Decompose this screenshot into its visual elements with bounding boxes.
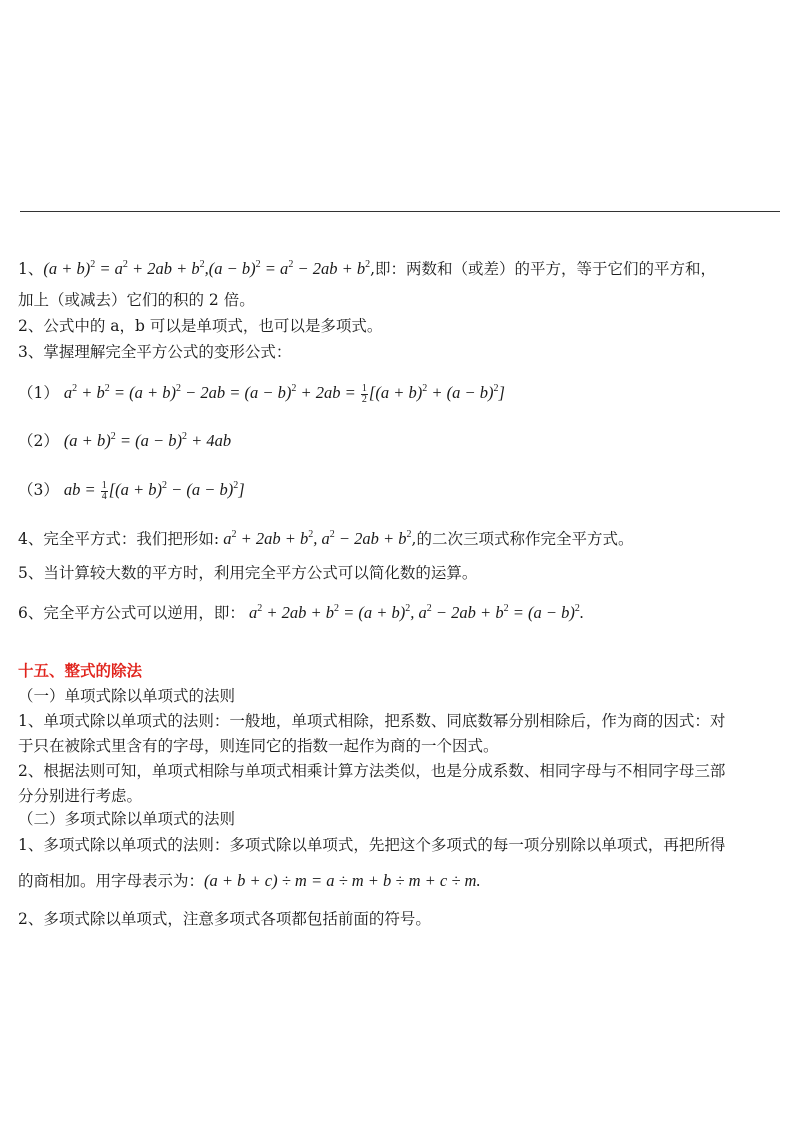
rule-2-line-2: 分分别进行考虑。 [18, 787, 143, 805]
poly-division-formula: (a + b + c) ÷ m = a ÷ m + b ÷ m + c ÷ m. [204, 871, 481, 890]
quarter-fraction: $\frac{1}{4}$ [101, 479, 107, 502]
poly-rule-1-line-2 [18, 870, 481, 892]
item-2: 2、公式中的 a，b 可以是单项式，也可以是多项式。 [18, 317, 383, 335]
variant-1 [18, 378, 505, 405]
variant-1-formula: $a^2 + b^2 = (a + b)^2 - 2ab = (a - b)^2 + 2ab$ = $\frac{1}{2}$ $[(a + b)^2 + (a - b)^2]$ [63, 382, 505, 405]
item-1-continuation: 加上（或减去）它们的积的 2 倍。 [18, 291, 255, 309]
variant-3-formula: ab = $\frac{1}{4}$ $[(a + b)^2 - (a - b)^2]$ [63, 479, 245, 502]
header-rule [20, 211, 780, 212]
variant-2 [18, 426, 231, 452]
poly-rule-2: 2、多项式除以单项式，注意多项式各项都包括前面的符号。 [18, 910, 431, 928]
item-1-number: 1、 [18, 260, 44, 278]
subsection-1-title: （一）单项式除以单项式的法则 [18, 687, 236, 705]
item-3: 3、掌握理解完全平方公式的变形公式： [18, 343, 292, 361]
item-1-formula: $(a + b)^2 = a^2 + 2ab + b^2,(a - b)^2 = a^2 - 2ab + b^2$ [43, 259, 371, 278]
poly-rule-1-line-1: 1、多项式除以单项式的法则：多项式除以单项式，先把这个多项式的每一项分别除以单项式，再把所得 [18, 836, 726, 854]
section-15-heading: 十五、整式的除法 [18, 661, 143, 680]
variant-2-label: （2） [18, 432, 59, 450]
item-1-text: ,即：两数和（或差）的平方，等于它们的平方和， [370, 260, 717, 278]
item-4-text: 4、完全平方式：我们把形如: [18, 530, 220, 548]
item-4-formula: $a^2 + 2ab + b^2$, $a^2 - 2ab + b^2$ [219, 529, 412, 548]
variant-3 [18, 475, 245, 502]
item-1 [18, 254, 716, 280]
item-6-formula: $a^2 + 2ab + b^2 = (a + b)^2$, $a^2 - 2ab + b^2 = (a - b)^2$. [244, 603, 584, 622]
item-6 [18, 598, 584, 624]
item-6-text: 6、完全平方公式可以逆用，即： [18, 604, 245, 622]
poly-rule-1-text: 的商相加。用字母表示为： [18, 872, 205, 890]
variant-1-label: （1） [18, 384, 59, 402]
half-fraction: $\frac{1}{2}$ [361, 382, 367, 405]
item-5: 5、当计算较大数的平方时，利用完全平方公式可以简化数的运算。 [18, 564, 478, 582]
rule-1-line-2: 于只在被除式里含有的字母，则连同它的指数一起作为商的一个因式。 [18, 737, 499, 755]
item-4 [18, 524, 633, 550]
rule-1-line-1: 1、单项式除以单项式的法则：一般地，单项式相除，把系数、同底数幂分别相除后，作为商的因式：对 [18, 712, 726, 730]
item-4-suffix: ,的二次三项式称作完全平方式。 [411, 530, 634, 548]
rule-2-line-1: 2、根据法则可知，单项式相除与单项式相乘计算方法类似，也是分成系数、相同字母与不相同字母三部 [18, 762, 726, 780]
variant-3-label: （3） [18, 481, 59, 499]
variant-2-formula: $(a + b)^2 = (a - b)^2 + 4ab$ [63, 431, 232, 450]
subsection-2-title: （二）多项式除以单项式的法则 [18, 810, 236, 828]
